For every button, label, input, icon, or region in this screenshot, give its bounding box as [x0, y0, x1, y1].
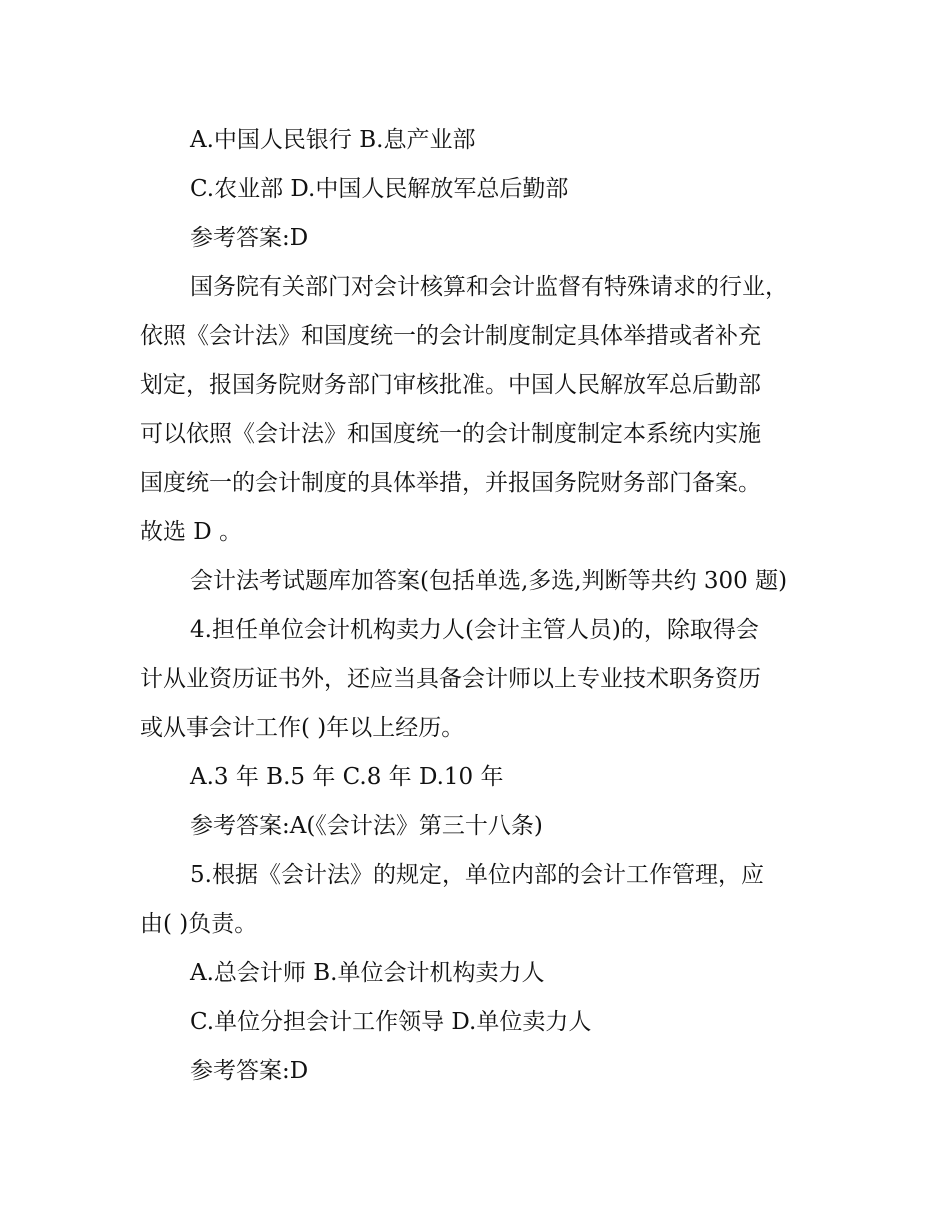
answer-line: 参考答案:A(《会计法》第三十八条) [190, 813, 543, 839]
option-line: A.总会计师 B.单位会计机构卖力人 [190, 960, 545, 986]
option-line: C.农业部 D.中国人民解放军总后勤部 [190, 176, 569, 202]
explanation-line: 故选 D 。 [140, 519, 243, 545]
section-heading: 会计法考试题库加答案(包括单选,多选,判断等共约 300 题) [190, 568, 788, 594]
question-line: 由( )负责。 [140, 911, 258, 937]
question-line: 计从业资历证书外，还应当具备会计师以上专业技术职务资历 [140, 666, 761, 692]
option-line: A.3 年 B.5 年 C.8 年 D.10 年 [190, 764, 504, 790]
option-line: C.单位分担会计工作领导 D.单位卖力人 [190, 1009, 592, 1035]
question-line: 5.根据《会计法》的规定，单位内部的会计工作管理，应 [190, 862, 764, 888]
explanation-line: 国度统一的会计制度的具体举措，并报国务院财务部门备案。 [140, 470, 761, 496]
answer-line: 参考答案:D [190, 225, 309, 251]
explanation-line: 划定，报国务院财务部门审核批准。中国人民解放军总后勤部 [140, 372, 761, 398]
question-line: 或从事会计工作( )年以上经历。 [140, 715, 465, 741]
option-line: A.中国人民银行 B.息产业部 [190, 127, 476, 153]
question-line: 4.担任单位会计机构卖力人(会计主管人员)的，除取得会 [190, 617, 759, 643]
explanation-line: 国务院有关部门对会计核算和会计监督有特殊请求的行业， [190, 274, 788, 300]
explanation-line: 可以依照《会计法》和国度统一的会计制度制定本系统内实施 [140, 421, 761, 447]
answer-line: 参考答案:D [190, 1058, 309, 1084]
explanation-line: 依照《会计法》和国度统一的会计制度制定具体举措或者补充 [140, 323, 761, 349]
